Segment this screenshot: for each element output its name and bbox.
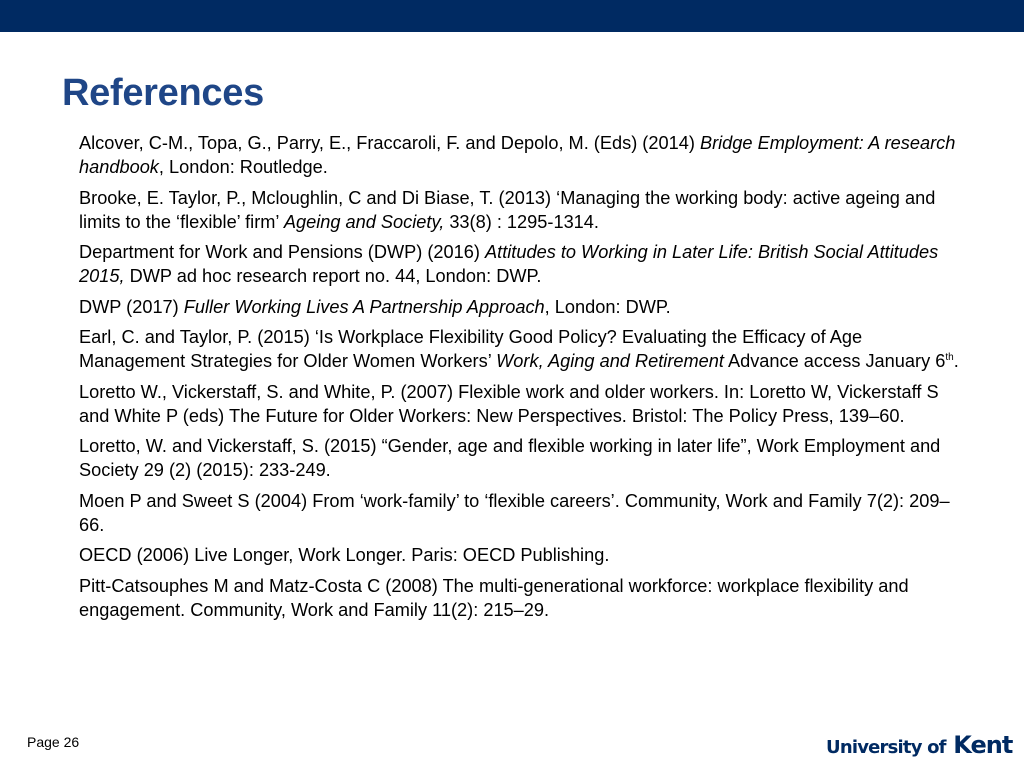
superscript: th xyxy=(945,351,954,363)
reference-text: Loretto W., Vickerstaff, S. and White, P. (2007) Flexible work and older workers. In: Loretto W, Vickerstaff S and White P (eds) The Future for Older Workers: New Perspectives. Bristol: The Policy Press, 139–60. xyxy=(79,381,939,426)
reference-text: Pitt-Catsouphes M and Matz-Costa C (2008) The multi-generational workforce: workplace flexibility and engagement. Community, Work and Family 11(2): 215–29. xyxy=(79,575,909,620)
reference-item xyxy=(79,325,969,373)
reference-text: Earl, C. and Taylor, P. (2015) ‘Is Workplace Flexibility Good Policy? Evaluating the Efficacy of Age Management Strategies for Older Women Workers’ xyxy=(79,327,863,371)
logo-name: Kent xyxy=(953,731,1013,759)
university-logo xyxy=(826,731,1012,759)
reference-text: Alcover, C-M., Topa, G., Parry, E., Fraccaroli, F. and Depolo, M. (Eds) (2014) xyxy=(79,133,700,153)
reference-text: 33(8) : 1295-1314. xyxy=(444,211,599,232)
reference-text: OECD (2006) Live Longer, Work Longer. Paris: OECD Publishing. xyxy=(79,545,610,565)
reference-item xyxy=(79,295,969,319)
reference-text: Loretto, W. and Vickerstaff, S. (2015) “Gender, age and flexible working in later life”, Work Employment and Society 29 (2) (2015): 233-249. xyxy=(79,436,941,480)
reference-title: Work, Aging and Retirement xyxy=(496,351,724,371)
reference-text: Moen P and Sweet S (2004) From ‘work-family’ to ‘flexible careers’. Community, Work and Family 7(2): 209–66. xyxy=(79,490,950,535)
reference-item xyxy=(79,186,969,234)
reference-text: DWP ad hoc research report no. 44, London: DWP. xyxy=(124,266,542,286)
logo-prefix: University of xyxy=(826,737,946,758)
reference-item xyxy=(79,543,969,567)
reference-text: Brooke, E. Taylor, P., Mcloughlin, C and Di Biase, T. (2013) ‘Managing the working body: active ageing and limits to the ‘flexible’ firm’ xyxy=(79,187,936,232)
reference-text: , London: Routledge. xyxy=(158,157,328,177)
reference-text: Department for Work and Pensions (DWP) (2016) xyxy=(79,242,486,262)
reference-title: Fuller Working Lives A Partnership Approach xyxy=(183,296,545,317)
reference-item xyxy=(79,380,969,428)
reference-text: Advance access January 6 xyxy=(723,351,946,371)
reference-item xyxy=(79,574,969,622)
reference-text: . xyxy=(953,351,959,371)
reference-title: Attitudes to Working in Later Life: British Social Attitudes 2015, xyxy=(79,242,939,286)
header-bar xyxy=(0,0,1024,32)
page-number: Page 26 xyxy=(27,734,80,750)
reference-item xyxy=(79,131,969,179)
reference-item xyxy=(79,434,969,482)
reference-title: Bridge Employment: A research handbook xyxy=(79,133,956,177)
reference-item xyxy=(79,240,969,288)
reference-text: DWP (2017) xyxy=(79,296,184,317)
page-title: References xyxy=(62,72,264,114)
reference-list xyxy=(79,131,969,628)
reference-title: Ageing and Society, xyxy=(283,211,445,232)
reference-item xyxy=(79,489,969,537)
reference-text: , London: DWP. xyxy=(544,296,671,317)
